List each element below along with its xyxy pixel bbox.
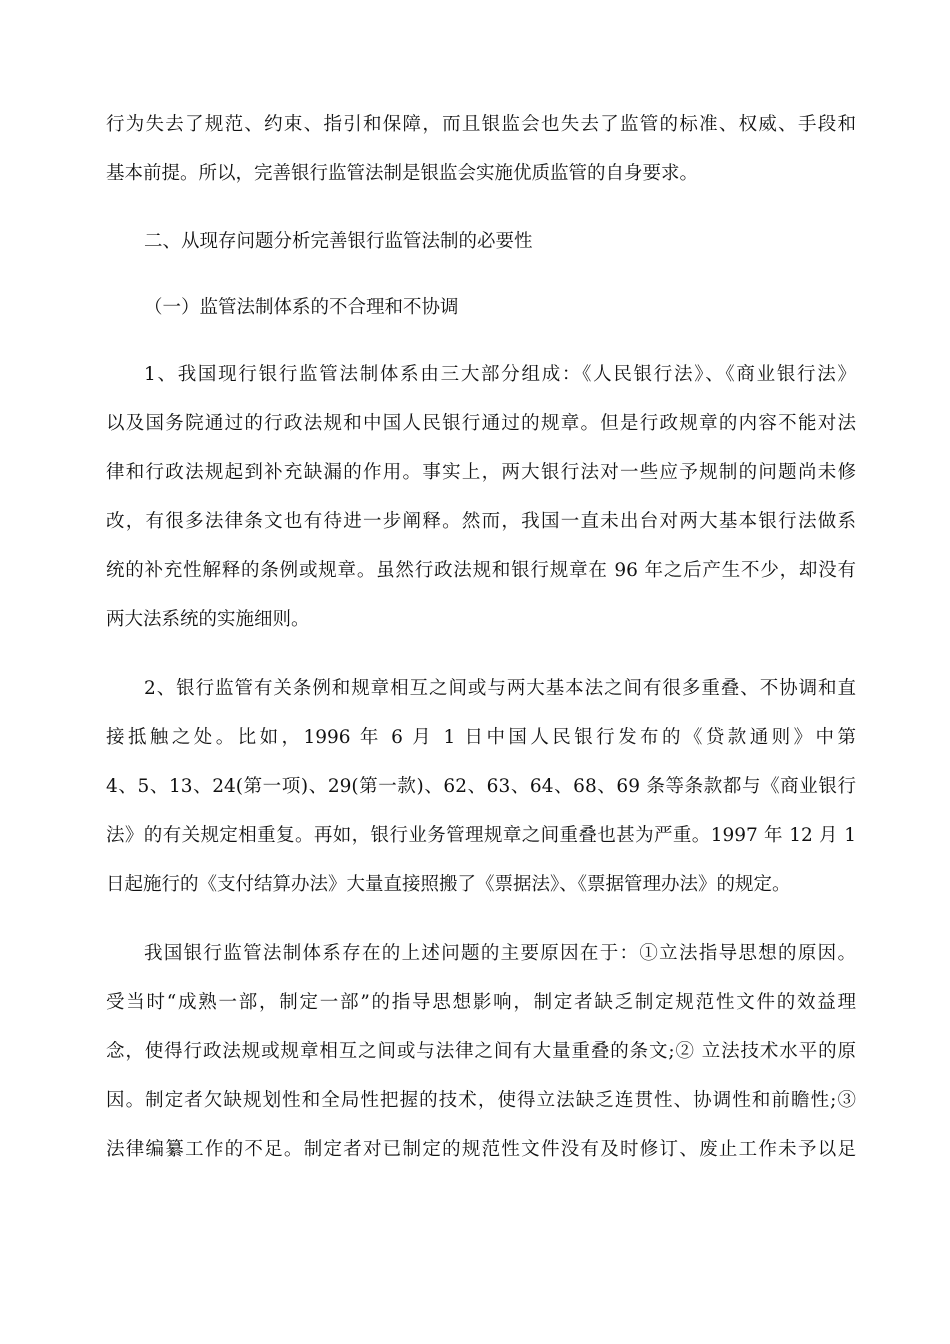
text-line: 2、银行监管有关条例和规章相互之间或与两大基本法之间有很多重叠、不协调和直 <box>144 678 856 699</box>
text-line: 律和行政法规起到补充缺漏的作用。事实上，两大银行法对一些应予规制的问题尚未修 <box>106 462 856 483</box>
text-line: 4、5、13、24(第一项)、29(第一款)、62、63、64、68、69 条等条款都与《商业银行 <box>106 776 856 797</box>
text-line: 因。制定者欠缺规划性和全局性把握的技术，使得立法缺乏连贯性、协调性和前瞻性;③ <box>106 1090 856 1111</box>
text-line: 念，使得行政法规或规章相互之间或与法律之间有大量重叠的条文;② 立法技术水平的原 <box>106 1041 856 1062</box>
text-line: 行为失去了规范、约束、指引和保障，而且银监会也失去了监管的标准、权威、手段和 <box>106 114 856 135</box>
text-line: 日起施行的《支付结算办法》大量直接照搬了《票据法》、《票据管理办法》的规定。 <box>106 874 791 895</box>
text-line: 基本前提。所以，完善银行监管法制是银监会实施优质监管的自身要求。 <box>106 163 699 184</box>
text-line: 两大法系统的实施细则。 <box>106 609 310 630</box>
text-line: 受当时“成熟一部，制定一部”的指导思想影响，制定者缺乏制定规范性文件的效益理 <box>106 992 856 1013</box>
subsection-heading: （一）监管法制体系的不合理和不协调 <box>144 297 459 318</box>
text-line: 法律编纂工作的不足。制定者对已制定的规范性文件没有及时修订、废止工作未予以足 <box>106 1139 856 1160</box>
text-line: 统的补充性解释的条例或规章。虽然行政法规和银行规章在 96 年之后产生不少，却没有 <box>106 560 856 581</box>
text-line: 接抵触之处。比如，1996 年 6 月 1 日中国人民银行发布的《贷款通则》中第 <box>106 727 856 748</box>
section-heading: 二、从现存问题分析完善银行监管法制的必要性 <box>144 231 533 252</box>
text-line: 我国银行监管法制体系存在的上述问题的主要原因在于：①立法指导思想的原因。 <box>144 943 856 964</box>
text-line: 法》的有关规定相重复。再如，银行业务管理规章之间重叠也甚为严重。1997 年 12 月 1 <box>106 825 856 846</box>
text-line: 1、我国现行银行监管法制体系由三大部分组成：《人民银行法》、《商业银行法》 <box>144 364 856 385</box>
text-line: 改，有很多法律条文也有待进一步阐释。然而，我国一直未出台对两大基本银行法做系 <box>106 511 856 532</box>
text-line: 以及国务院通过的行政法规和中国人民银行通过的规章。但是行政规章的内容不能对法 <box>106 413 856 434</box>
